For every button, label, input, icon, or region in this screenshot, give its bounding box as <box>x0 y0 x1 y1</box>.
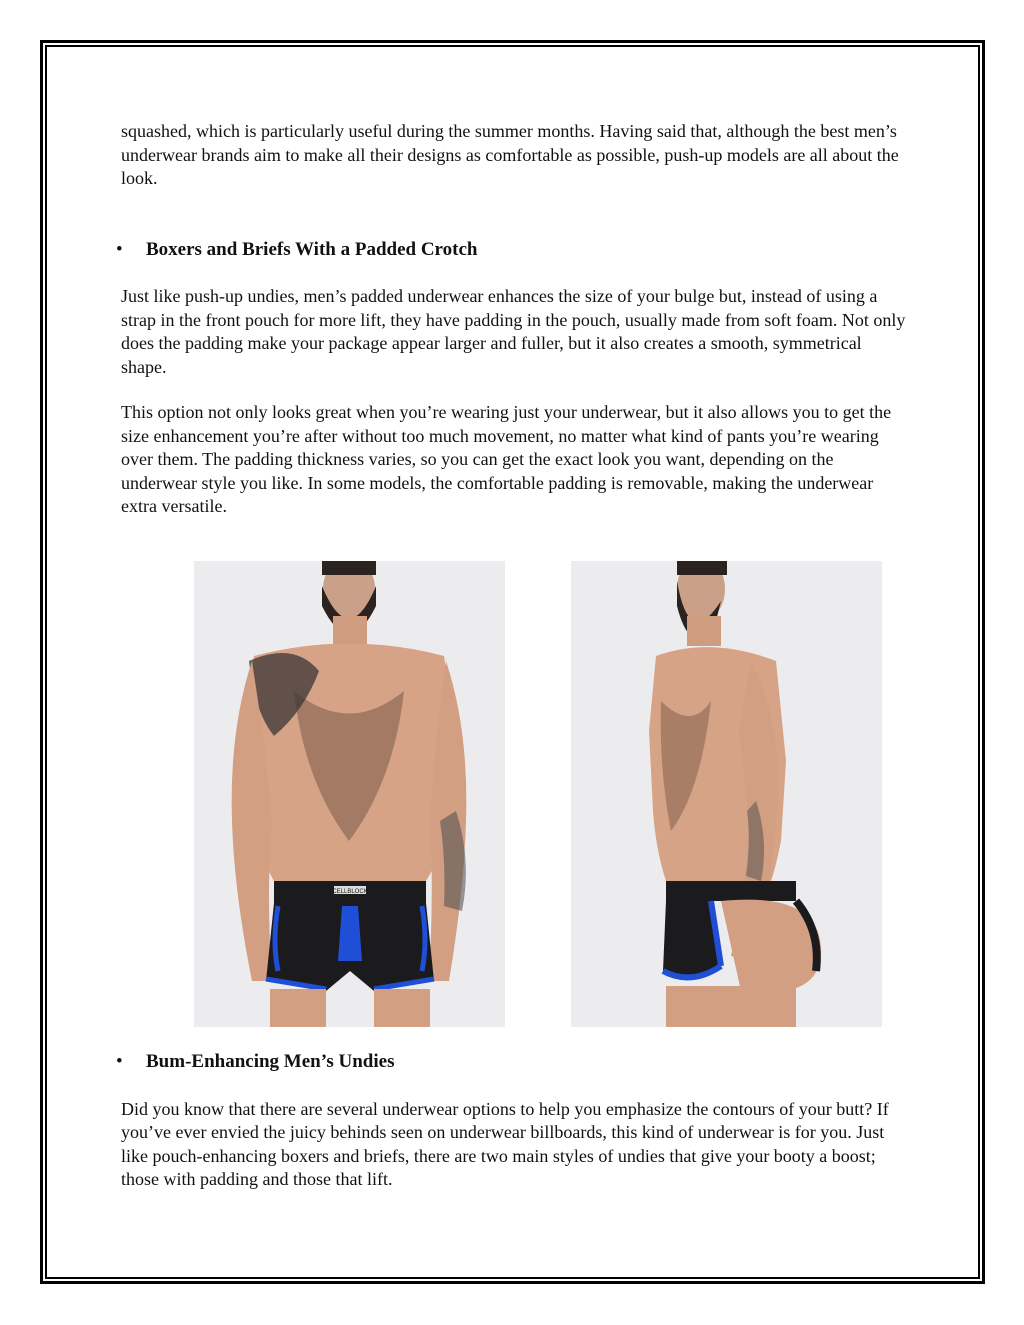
paragraph-padded-2: This option not only looks great when you’re wearing just your underwear, but it also allows you to get the size enhancement you’re after without too much movement, no matter what kind of pants you’re wearing over them. The padding thickness varies, so you can get the exact look you want, depending on the underwear style you like. In some models, the comfortable padding is removable, making the underwear extra versatile. <box>121 402 892 516</box>
waistband-logo: CELLBLOCK <box>332 889 368 895</box>
bullet-marker: • <box>116 238 123 260</box>
model-rear-illustration <box>571 561 882 1027</box>
document-body-bottom <box>116 1050 911 1214</box>
heading-text: Boxers and Briefs With a Padded Crotch <box>146 238 478 260</box>
bullet-marker: • <box>116 1051 123 1072</box>
document-body-top <box>116 120 911 541</box>
section-heading-padded-crotch <box>116 238 911 262</box>
photo-back-view <box>571 561 882 1027</box>
paragraph-padded-1: Just like push-up undies, men’s padded underwear enhances the size of your bulge but, instead of using a strap in the front pouch for more lift, they have padding in the pouch, usually made from soft foam. Not only does the padding make your package appear larger and fuller, but it also creates a smooth, symmetrical shape. <box>121 286 906 377</box>
photo-front-view <box>194 561 505 1027</box>
heading-text: Bum-Enhancing Men’s Undies <box>146 1051 395 1072</box>
intro-paragraph: squashed, which is particularly useful during the summer months. Having said that, although the best men’s underwear brands aim to make all their designs as comfortable as possible, push-up models are all about the look. <box>121 121 899 188</box>
section-heading-bum-enhancing <box>116 1050 911 1074</box>
product-photos <box>194 561 882 1027</box>
paragraph-bum-1: Did you know that there are several underwear options to help you emphasize the contours of your butt? If you’ve ever envied the juicy behinds seen on underwear billboards, this kind of underwear is for you. Just like pouch-enhancing boxers and briefs, there are two main styles of undies that give your booty a boost; those with padding and those that lift. <box>121 1098 889 1189</box>
model-front-illustration <box>194 561 505 1027</box>
